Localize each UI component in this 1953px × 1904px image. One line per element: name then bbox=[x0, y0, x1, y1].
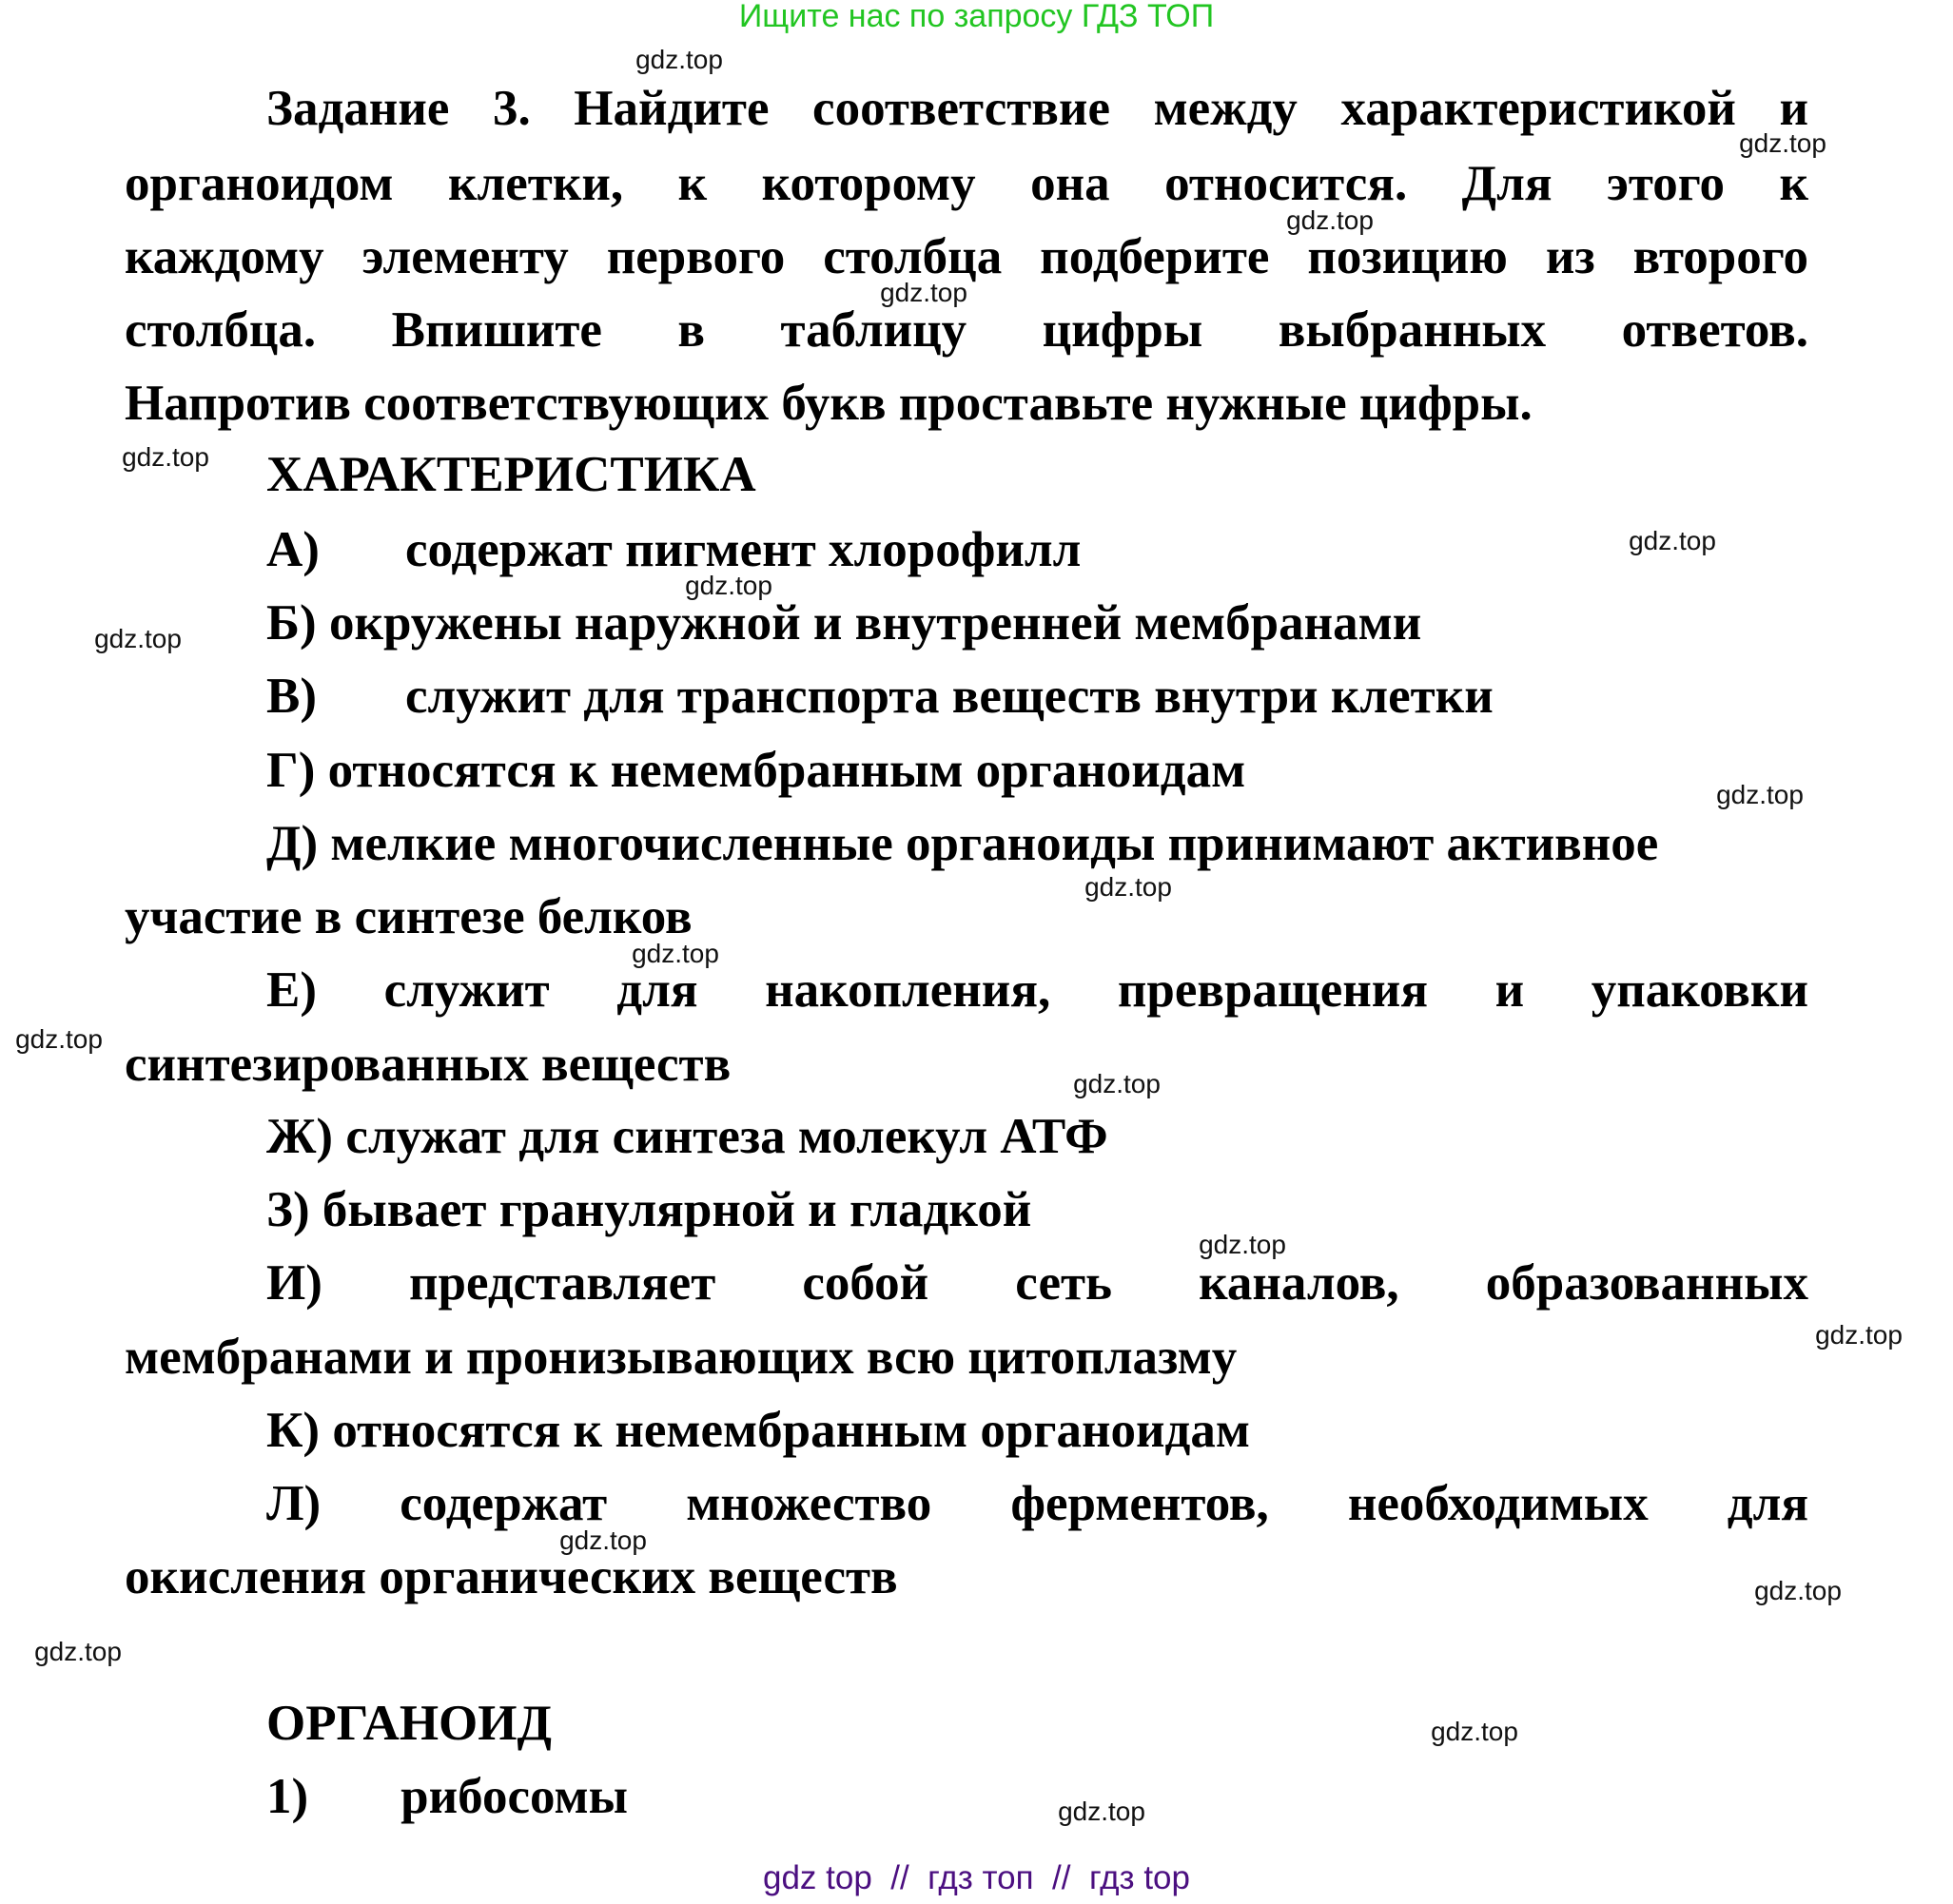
characteristic-item-b bbox=[266, 594, 1421, 651]
characteristic-item-l-cont: окисления органических веществ bbox=[125, 1549, 898, 1604]
organoid-item-1 bbox=[266, 1768, 628, 1825]
item-letter: Л) bbox=[266, 1476, 322, 1531]
characteristic-item-zh bbox=[266, 1108, 1108, 1165]
item-text: содержат пигмент хлорофилл bbox=[404, 522, 1082, 577]
item-text: служат для синтеза молекул АТФ bbox=[345, 1109, 1108, 1164]
task-line-2: органоидом клетки, к которому она относится. Для этого к bbox=[125, 156, 1808, 211]
watermark: gdz.top bbox=[632, 939, 719, 968]
item-text: мелкие многочисленные органоиды принимают активное bbox=[330, 816, 1659, 871]
item-letter: Е) bbox=[266, 962, 317, 1018]
item-text: содержат множество ферментов, необходимых для bbox=[400, 1476, 1808, 1531]
watermark: gdz.top bbox=[1084, 872, 1172, 902]
characteristic-item-l bbox=[266, 1475, 1808, 1532]
watermark: gdz.top bbox=[685, 571, 772, 600]
item-text: окружены наружной и внутренней мембранами bbox=[328, 595, 1422, 651]
characteristic-item-k bbox=[266, 1402, 1250, 1459]
search-banner[interactable]: Ищите нас по запросу ГДЗ ТОП bbox=[738, 0, 1215, 34]
characteristics-heading: ХАРАКТЕРИСТИКА bbox=[266, 447, 756, 502]
item-text: служит для накопления, превращения и упаковки bbox=[383, 962, 1808, 1018]
item-number: 1) bbox=[266, 1769, 309, 1824]
organoids-heading: ОРГАНОИД bbox=[266, 1696, 552, 1751]
watermark: gdz.top bbox=[1058, 1797, 1145, 1826]
watermark: gdz.top bbox=[559, 1525, 647, 1555]
characteristic-item-z bbox=[266, 1181, 1031, 1238]
item-text: бывает гранулярной и гладкой bbox=[322, 1182, 1032, 1237]
item-text: рибосомы bbox=[400, 1769, 628, 1824]
watermark: gdz.top bbox=[94, 624, 182, 653]
task-line-1: Задание 3. Найдите соответствие между характеристикой и bbox=[266, 81, 1808, 136]
item-text: представляет собой сеть каналов, образованных bbox=[408, 1255, 1809, 1311]
characteristic-item-d bbox=[266, 815, 1658, 872]
task-line-5: Напротив соответствующих букв проставьте нужные цифры. bbox=[125, 376, 1533, 431]
watermark: gdz.top bbox=[34, 1637, 122, 1666]
watermark: gdz.top bbox=[635, 45, 723, 74]
characteristic-item-g bbox=[266, 742, 1245, 799]
watermark: gdz.top bbox=[1716, 780, 1804, 809]
watermark: gdz.top bbox=[1629, 526, 1716, 555]
watermark: gdz.top bbox=[122, 442, 209, 472]
watermark: gdz.top bbox=[1815, 1320, 1903, 1350]
footer-links[interactable]: gdz top // гдз топ // гдз top bbox=[763, 1859, 1190, 1896]
characteristic-item-v bbox=[266, 668, 1494, 725]
item-letter: И) bbox=[266, 1255, 322, 1311]
task-line-4: столбца. Впишите в таблицу цифры выбранных ответов. bbox=[125, 302, 1808, 358]
item-letter: Г) bbox=[266, 743, 316, 798]
characteristic-item-a bbox=[266, 521, 1081, 578]
characteristic-item-e bbox=[266, 962, 1808, 1019]
item-text: относятся к немембранным органоидам bbox=[332, 1403, 1250, 1458]
watermark: gdz.top bbox=[880, 278, 967, 307]
item-letter: Д) bbox=[266, 816, 319, 871]
item-letter: З) bbox=[266, 1182, 310, 1237]
watermark: gdz.top bbox=[1754, 1576, 1842, 1605]
characteristic-item-i bbox=[266, 1254, 1808, 1311]
item-letter: Ж) bbox=[266, 1109, 334, 1164]
item-letter: В) bbox=[266, 669, 317, 724]
item-letter: Б) bbox=[266, 595, 317, 651]
characteristic-item-i-cont: мембранами и пронизывающих всю цитоплазму bbox=[125, 1330, 1238, 1385]
item-letter: К) bbox=[266, 1403, 321, 1458]
watermark: gdz.top bbox=[1286, 205, 1374, 235]
watermark: gdz.top bbox=[1739, 128, 1826, 158]
task-line-3: каждому элементу первого столбца подберите позицию из второго bbox=[125, 229, 1808, 284]
watermark: gdz.top bbox=[1073, 1069, 1161, 1098]
characteristic-item-e-cont: синтезированных веществ bbox=[125, 1037, 732, 1092]
item-letter: А) bbox=[266, 522, 320, 577]
watermark: gdz.top bbox=[15, 1024, 103, 1054]
watermark: gdz.top bbox=[1431, 1717, 1518, 1746]
characteristic-item-d-cont: участие в синтезе белков bbox=[125, 889, 693, 944]
item-text: служит для транспорта веществ внутри клетки bbox=[405, 669, 1494, 724]
item-text: относятся к немембранным органоидам bbox=[327, 743, 1246, 798]
watermark: gdz.top bbox=[1199, 1230, 1286, 1259]
